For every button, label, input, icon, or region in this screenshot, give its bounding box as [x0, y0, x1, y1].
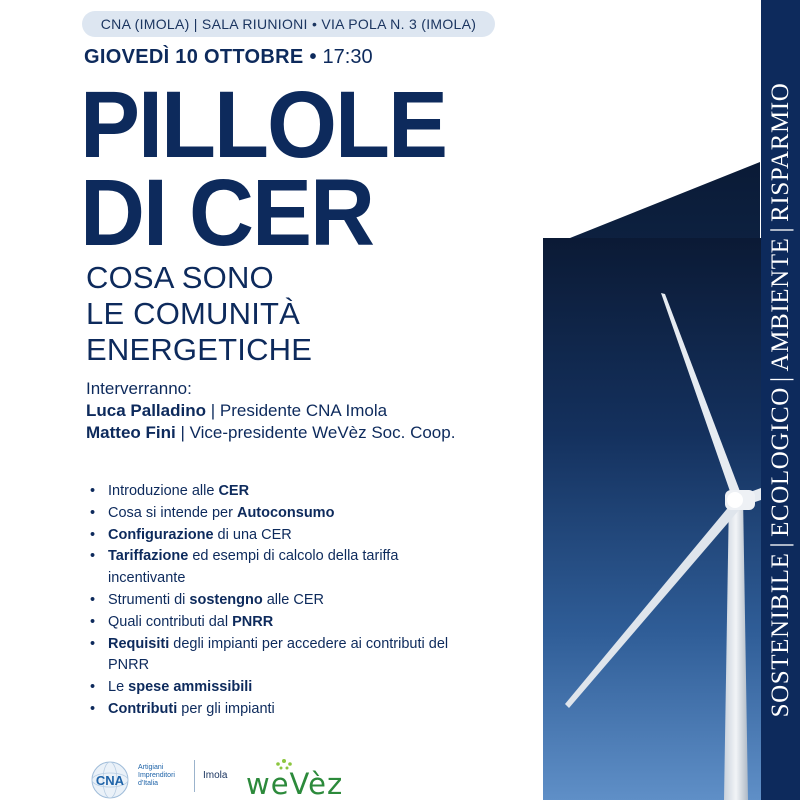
svg-text:CNA: CNA [95, 773, 125, 788]
bullet-icon: • [90, 700, 96, 717]
title-line-2: DI CER [80, 160, 374, 266]
speaker-separator: | [205, 401, 220, 420]
bullet-icon: • [90, 483, 96, 499]
topic-item: • Strumenti di sostengno alle CER [90, 590, 470, 612]
speaker-row [86, 422, 455, 444]
date-line [84, 46, 373, 69]
bullet-icon: • [90, 679, 96, 696]
side-word: RISPARMIO [767, 82, 794, 222]
cna-tagline: Artigiani Imprenditori d'Italia [138, 764, 175, 787]
topic-item: • Requisiti degli impianti per accedere ai contributi del PNRR [90, 635, 449, 674]
title-line-1: PILLOLE [80, 72, 446, 178]
side-band-text: SOSTENIBILE|ECOLOGICO|AMBIENTE|RISPARMIO [767, 82, 794, 718]
speakers-intro: Interverranno: [86, 379, 192, 398]
wind-turbine-photo [543, 238, 761, 800]
location-pill: CNA (IMOLA) | SALA RIUNIONI • VIA POLA N. 3 (IMOLA) [82, 11, 495, 37]
date-separator: • [309, 46, 317, 68]
topic-item: • Le spese ammissibili [90, 677, 470, 699]
subtitle-line-3: ENERGETICHE [86, 332, 313, 367]
bullet-icon: • [90, 504, 96, 521]
topic-item: • Cosa si intende per Autoconsumo [90, 503, 470, 525]
photo-top-edge [560, 162, 760, 242]
side-word: SOSTENIBILE [767, 552, 794, 718]
bullet-icon: • [90, 526, 96, 543]
speaker-role: Presidente CNA Imola [219, 401, 388, 420]
footer-logos [86, 752, 386, 798]
bullet-icon: • [90, 635, 96, 652]
topics-list [90, 481, 470, 721]
event-time: 17:30 [322, 46, 373, 68]
topic-item: • Tariffazione ed esempi di calcolo della tariffa incentivante [90, 548, 399, 587]
footer-divider [194, 760, 195, 792]
bullet-icon: • [90, 613, 96, 630]
turbine-hub [727, 492, 743, 508]
speakers-block [86, 378, 455, 444]
speaker-row [86, 400, 455, 422]
side-word: ECOLOGICO [767, 387, 794, 537]
subtitle-line-2: LE COMUNITÀ [86, 296, 301, 331]
topic-item: • Quali contributi dal PNRR [90, 612, 470, 634]
topic-item: • Introduzione alle CER [90, 481, 470, 503]
side-word: AMBIENTE [767, 237, 794, 372]
wevez-wordmark: weVèz [246, 767, 344, 800]
cna-logo-icon [90, 760, 130, 800]
topic-item: • Configurazione di una CER [90, 525, 470, 547]
speaker-separator: | [175, 423, 190, 442]
bullet-icon: • [90, 548, 96, 565]
speaker-role: Vice-presidente WeVèz Soc. Coop. [189, 423, 456, 442]
imola-label: Imola [203, 770, 228, 781]
speaker-name: Matteo Fini [86, 423, 176, 442]
event-date: GIOVEDÌ 10 OTTOBRE [84, 46, 304, 68]
side-band [761, 0, 800, 800]
wevez-logo [246, 758, 356, 800]
bullet-icon: • [90, 591, 96, 608]
topic-item: • Contributi per gli impianti [90, 699, 470, 721]
speaker-name: Luca Palladino [86, 401, 206, 420]
subtitle-line-1: COSA SONO [86, 260, 274, 295]
